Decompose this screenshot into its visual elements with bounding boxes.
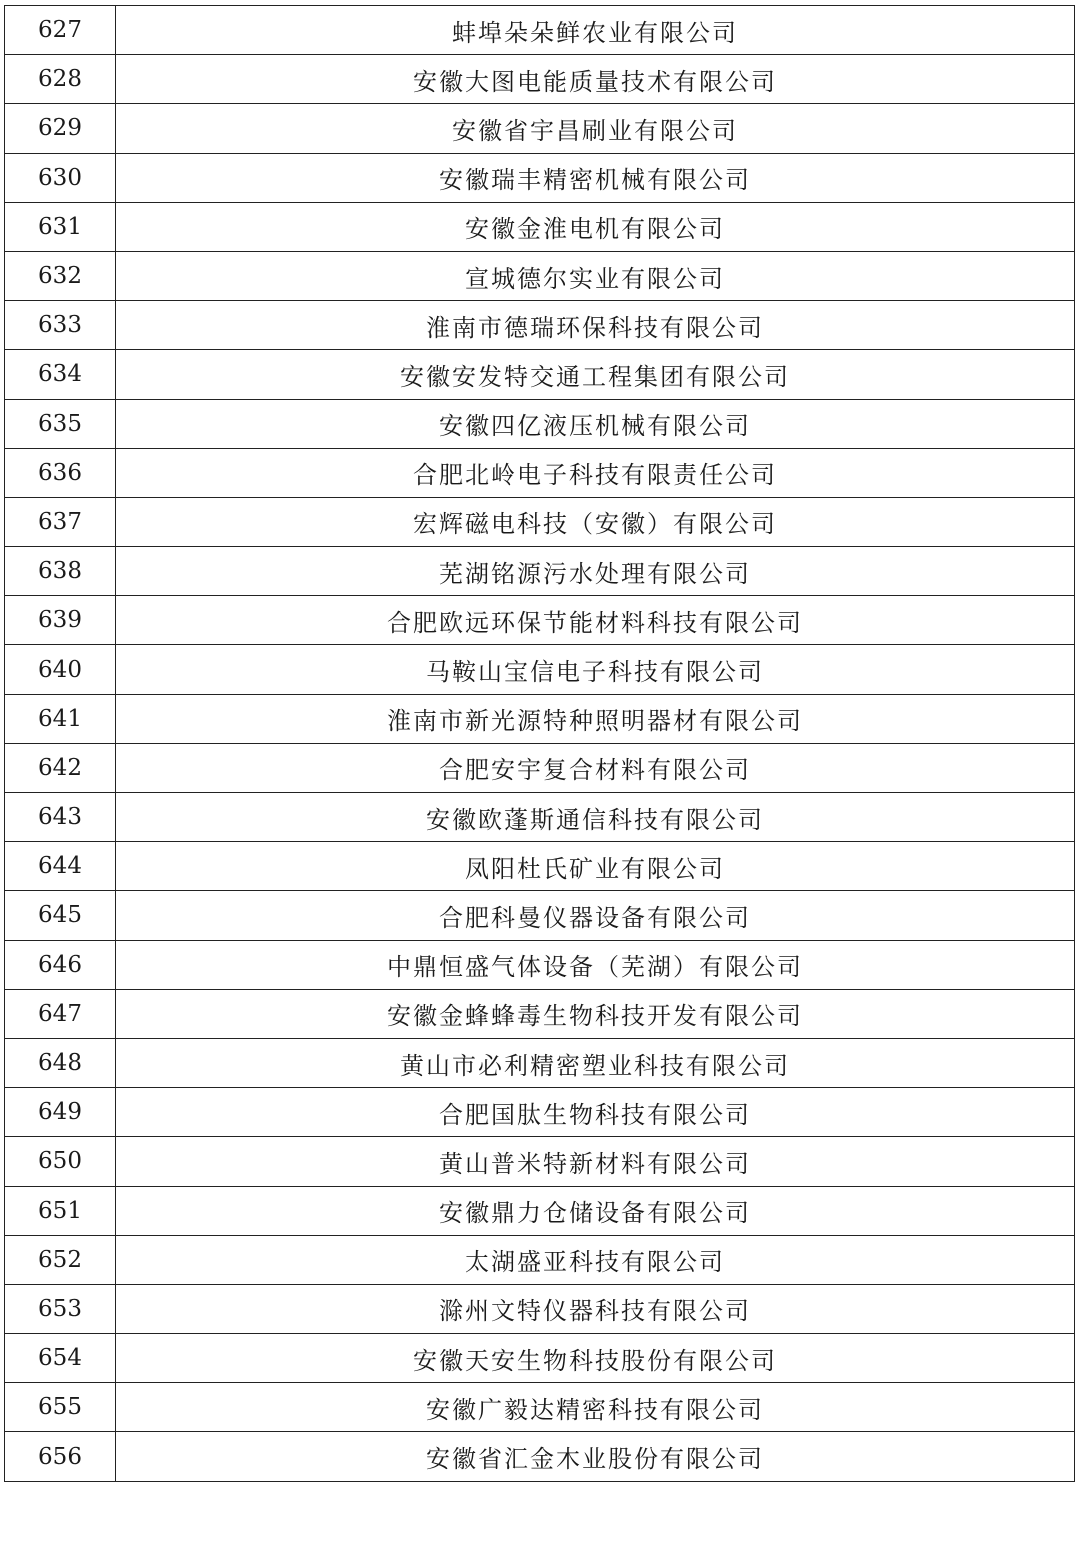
row-number: 643	[5, 793, 116, 842]
row-number: 632	[5, 251, 116, 300]
company-name: 黄山普米特新材料有限公司	[116, 1137, 1075, 1186]
table-row	[5, 153, 1075, 202]
company-name: 太湖盛亚科技有限公司	[116, 1235, 1075, 1284]
table-row	[5, 793, 1075, 842]
company-name: 合肥欧远环保节能材料科技有限公司	[116, 596, 1075, 645]
table-row	[5, 842, 1075, 891]
row-number: 641	[5, 694, 116, 743]
company-name: 安徽省汇金木业股份有限公司	[116, 1432, 1075, 1481]
row-number: 652	[5, 1235, 116, 1284]
table-body	[5, 6, 1075, 1482]
row-number: 633	[5, 301, 116, 350]
row-number: 638	[5, 547, 116, 596]
row-number: 654	[5, 1334, 116, 1383]
table-row	[5, 645, 1075, 694]
table-row	[5, 1186, 1075, 1235]
table-row	[5, 497, 1075, 546]
company-name: 宏辉磁电科技（安徽）有限公司	[116, 497, 1075, 546]
table-row	[5, 1235, 1075, 1284]
row-number: 631	[5, 202, 116, 251]
table-row	[5, 1284, 1075, 1333]
table-row	[5, 399, 1075, 448]
company-list-table	[4, 5, 1075, 1482]
row-number: 640	[5, 645, 116, 694]
company-name: 安徽广毅达精密科技有限公司	[116, 1383, 1075, 1432]
company-name: 安徽省宇昌刷业有限公司	[116, 104, 1075, 153]
company-name: 黄山市必利精密塑业科技有限公司	[116, 1038, 1075, 1087]
company-name: 安徽四亿液压机械有限公司	[116, 399, 1075, 448]
row-number: 644	[5, 842, 116, 891]
row-number: 649	[5, 1088, 116, 1137]
table-row	[5, 104, 1075, 153]
table-row	[5, 1088, 1075, 1137]
company-name: 安徽天安生物科技股份有限公司	[116, 1334, 1075, 1383]
row-number: 642	[5, 743, 116, 792]
row-number: 627	[5, 6, 116, 55]
row-number: 635	[5, 399, 116, 448]
row-number: 653	[5, 1284, 116, 1333]
company-name: 滁州文特仪器科技有限公司	[116, 1284, 1075, 1333]
row-number: 656	[5, 1432, 116, 1481]
row-number: 637	[5, 497, 116, 546]
table-row	[5, 1038, 1075, 1087]
company-name: 安徽鼎力仓储设备有限公司	[116, 1186, 1075, 1235]
company-name: 淮南市德瑞环保科技有限公司	[116, 301, 1075, 350]
table-row	[5, 694, 1075, 743]
table-row	[5, 1334, 1075, 1383]
company-name: 安徽安发特交通工程集团有限公司	[116, 350, 1075, 399]
company-name: 中鼎恒盛气体设备（芜湖）有限公司	[116, 940, 1075, 989]
company-name: 淮南市新光源特种照明器材有限公司	[116, 694, 1075, 743]
table-row	[5, 1383, 1075, 1432]
row-number: 655	[5, 1383, 116, 1432]
company-name: 马鞍山宝信电子科技有限公司	[116, 645, 1075, 694]
table-row	[5, 448, 1075, 497]
table-row	[5, 743, 1075, 792]
table-row	[5, 940, 1075, 989]
company-name: 宣城德尔实业有限公司	[116, 251, 1075, 300]
row-number: 630	[5, 153, 116, 202]
company-name: 蚌埠朵朵鲜农业有限公司	[116, 6, 1075, 55]
row-number: 651	[5, 1186, 116, 1235]
row-number: 646	[5, 940, 116, 989]
row-number: 645	[5, 891, 116, 940]
company-name: 凤阳杜氏矿业有限公司	[116, 842, 1075, 891]
row-number: 648	[5, 1038, 116, 1087]
table-row	[5, 547, 1075, 596]
company-name: 安徽瑞丰精密机械有限公司	[116, 153, 1075, 202]
row-number: 647	[5, 989, 116, 1038]
row-number: 636	[5, 448, 116, 497]
table-row	[5, 989, 1075, 1038]
company-name: 安徽金淮电机有限公司	[116, 202, 1075, 251]
row-number: 639	[5, 596, 116, 645]
table-row	[5, 891, 1075, 940]
row-number: 650	[5, 1137, 116, 1186]
row-number: 629	[5, 104, 116, 153]
table-row	[5, 1432, 1075, 1481]
company-name: 合肥科曼仪器设备有限公司	[116, 891, 1075, 940]
table-row	[5, 55, 1075, 104]
company-name: 合肥北岭电子科技有限责任公司	[116, 448, 1075, 497]
company-name: 安徽大图电能质量技术有限公司	[116, 55, 1075, 104]
company-name: 合肥安宇复合材料有限公司	[116, 743, 1075, 792]
row-number: 634	[5, 350, 116, 399]
table-row	[5, 301, 1075, 350]
table-row	[5, 251, 1075, 300]
table-row	[5, 202, 1075, 251]
table-row	[5, 6, 1075, 55]
table-row	[5, 1137, 1075, 1186]
row-number: 628	[5, 55, 116, 104]
company-name: 合肥国肽生物科技有限公司	[116, 1088, 1075, 1137]
table-row	[5, 350, 1075, 399]
company-name: 芜湖铭源污水处理有限公司	[116, 547, 1075, 596]
company-name: 安徽金蜂蜂毒生物科技开发有限公司	[116, 989, 1075, 1038]
company-name: 安徽欧蓬斯通信科技有限公司	[116, 793, 1075, 842]
table-row	[5, 596, 1075, 645]
